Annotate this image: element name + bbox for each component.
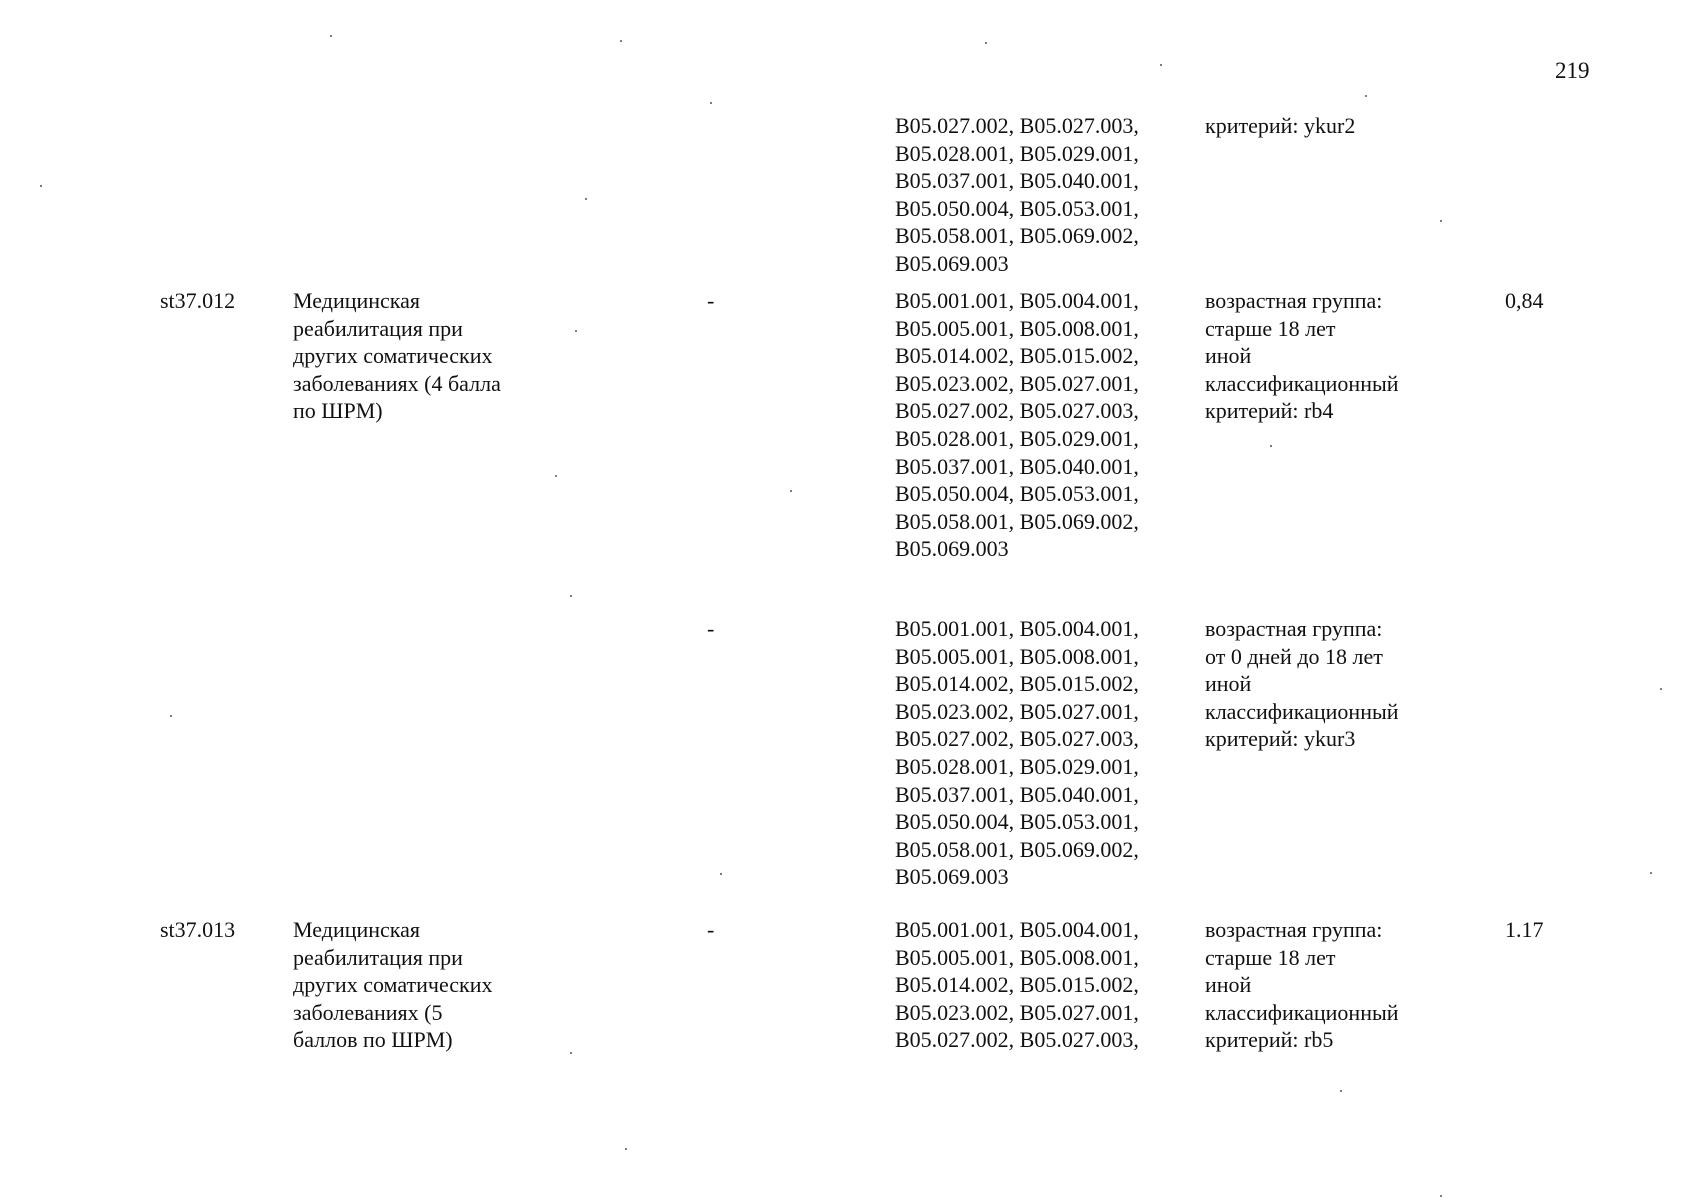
coefficient-cell: 0,84: [1505, 288, 1544, 313]
criteria-cell: возрастная группа: старше 18 лет иной классификационный критерий: rb5: [1205, 917, 1399, 1053]
dash-cell: -: [707, 917, 715, 942]
dash-cell: -: [707, 616, 715, 641]
code-cell: st37.012: [160, 288, 236, 313]
criteria-cell: возрастная группа: старше 18 лет иной классификационный критерий: rb4: [1205, 288, 1399, 424]
services-cell: B05.001.001, B05.004.001, B05.005.001, B05.008.001, B05.014.002, B05.015.002, B05.023.002, B05.027.001, B05.027.002, B05.027.003, B05.028.001, B05.029.001, B05.037.001, B05.040.001, B05.050.004, B05.053.001, B05.058.001, B05.069.002, B05.069.003: [895, 616, 1139, 890]
page-number: 219: [1555, 58, 1590, 83]
services-cell: B05.001.001, B05.004.001, B05.005.001, B05.008.001, B05.014.002, B05.015.002, B05.023.002, B05.027.001, B05.027.002, B05.027.003,: [895, 917, 1139, 1053]
criteria-cell: критерий: ykur2: [1205, 113, 1356, 138]
code-cell: st37.013: [160, 917, 236, 942]
dash-cell: -: [707, 288, 715, 313]
services-cell: B05.027.002, B05.027.003, B05.028.001, B05.029.001, B05.037.001, B05.040.001, B05.050.004, B05.053.001, B05.058.001, B05.069.002, B05.069.003: [895, 113, 1139, 276]
name-cell: Медицинская реабилитация при других соматических заболеваниях (5 баллов по ШРМ): [293, 917, 493, 1053]
name-cell: Медицинская реабилитация при других соматических заболеваниях (4 балла по ШРМ): [293, 288, 501, 424]
services-cell: B05.001.001, B05.004.001, B05.005.001, B05.008.001, B05.014.002, B05.015.002, B05.023.002, B05.027.001, B05.027.002, B05.027.003, B05.028.001, B05.029.001, B05.037.001, B05.040.001, B05.050.004, B05.053.001, B05.058.001, B05.069.002, B05.069.003: [895, 288, 1139, 562]
criteria-cell: возрастная группа: от 0 дней до 18 лет иной классификационный критерий: ykur3: [1205, 616, 1399, 752]
coefficient-cell: 1.17: [1505, 917, 1544, 942]
